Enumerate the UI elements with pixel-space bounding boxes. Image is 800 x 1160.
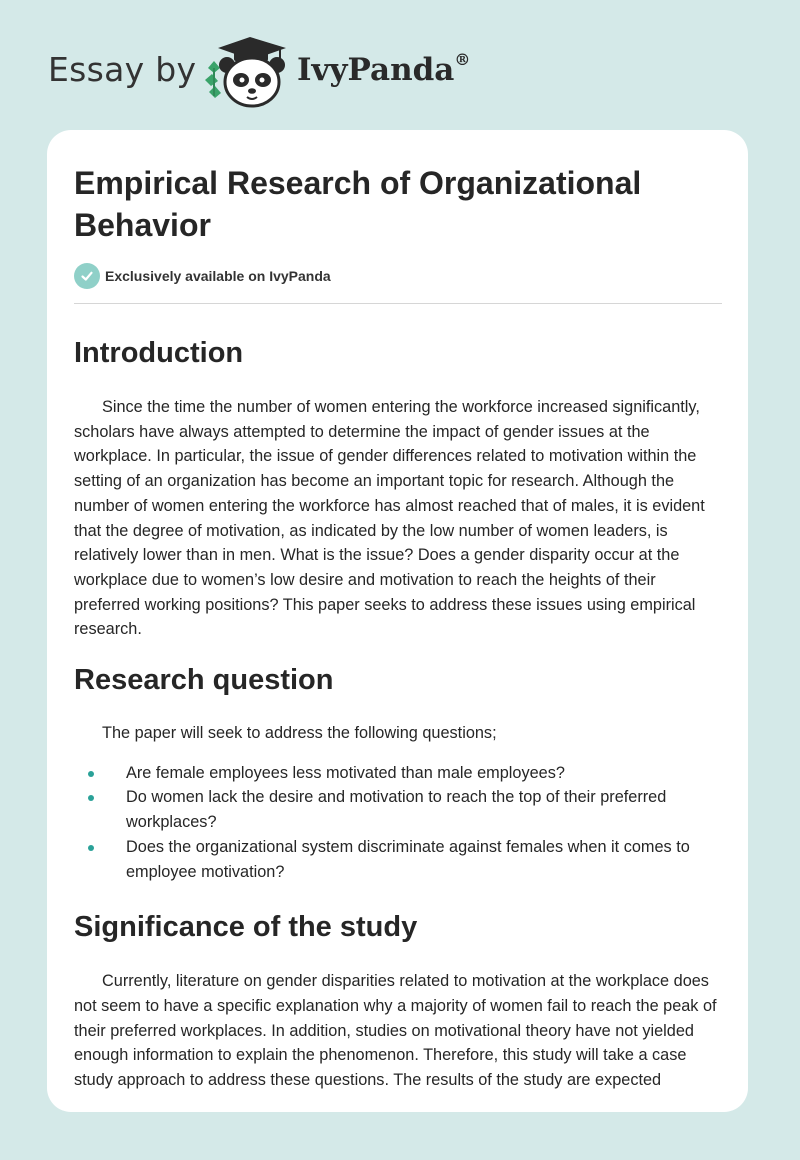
brand-text: IvyPanda [297, 52, 455, 88]
checkmark-icon [74, 263, 100, 289]
question-text: Does the organizational system discriminate against females when it comes to employee motivation? [126, 837, 690, 881]
divider [74, 303, 722, 304]
brand-name[interactable] [297, 49, 471, 88]
exclusive-badge [74, 263, 331, 289]
list-item [74, 761, 724, 786]
page-title: Empirical Research of Organizational Behavior [74, 165, 642, 243]
section-heading-introduction: Introduction [74, 337, 244, 369]
research-question-intro: The paper will seek to address the following questions; [102, 724, 497, 743]
question-text: Are female employees less motivated than male employees? [126, 763, 565, 782]
bullet-icon [88, 795, 94, 801]
bullet-icon [88, 771, 94, 777]
question-list [74, 761, 724, 885]
bullet-icon [88, 845, 94, 851]
section-heading-research-question: Research question [74, 664, 334, 697]
article-body [74, 320, 724, 1093]
registered-mark: ® [454, 49, 471, 69]
site-header [0, 0, 800, 120]
panda-logo-icon[interactable] [200, 34, 292, 108]
article-card [47, 130, 748, 1112]
list-item [74, 835, 724, 884]
significance-paragraph: Currently, literature on gender disparities related to motivation at the workplace does not seem to have a specific explanation why a majority of women fail to reach the peak of their preferred workplaces. In addition, studies on motivational theory have not yielded enough information to explain the phenomenon. Therefore, this study will take a case study approach to address these questions. The results of the study are expected [74, 972, 717, 1090]
question-text: Do women lack the desire and motivation to reach the top of their preferred workplaces? [126, 788, 667, 832]
badge-label: Exclusively available on IvyPanda [105, 268, 331, 284]
section-heading-significance: Significance of the study [74, 911, 418, 944]
list-item [74, 785, 724, 834]
introduction-paragraph: Since the time the number of women entering the workforce increased significantly, scholars have always attempted to determine the impact of gender issues at the workplace. In particular, the issue of gender differences related to motivation within the setting of an organization has become an important topic for research. Although the number of women entering the workforce has almost reached that of males, it is evident that the degree of motivation, as indicated by the low number of women leaders, is relatively lower than in men. What is the issue? Does a gender disparity occur at the workplace due to women’s low desire and motivation to reach the heights of their preferred working positions? This paper seeks to address these issues using empirical research. [74, 398, 705, 639]
essay-by-label: Essay by [48, 50, 197, 89]
